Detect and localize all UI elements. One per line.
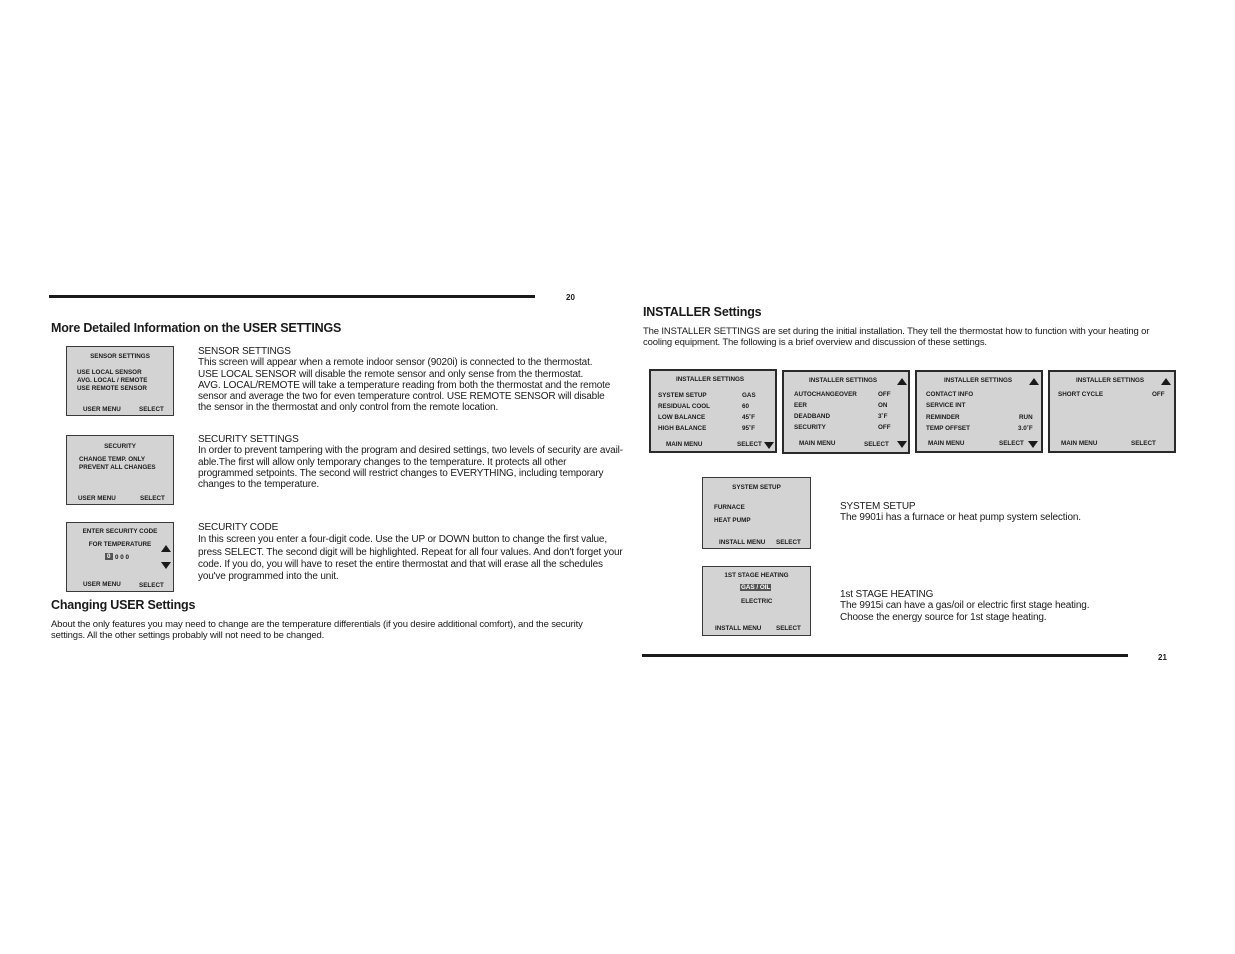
setting-value: OFF <box>1152 391 1165 398</box>
up-arrow-icon <box>897 378 907 385</box>
screen-option: ELECTRIC <box>741 598 773 605</box>
installer-settings-heading: INSTALLER Settings <box>643 305 762 319</box>
page-number-20: 20 <box>566 293 575 302</box>
setting-name: SHORT CYCLE <box>1058 391 1104 398</box>
text-line: press SELECT. The second digit will be highlighted. Repeat for all four values. And don't forget your <box>198 546 623 558</box>
screen-select-label: SELECT <box>776 539 801 546</box>
installer-intro-text <box>643 326 1149 348</box>
section-title: SECURITY SETTINGS <box>198 434 299 445</box>
screen-select-label: SELECT <box>776 625 801 632</box>
down-arrow-icon <box>161 562 171 569</box>
setting-value: OFF <box>878 391 891 398</box>
setting-name: DEADBAND <box>794 413 831 420</box>
screen-select-label: SELECT <box>864 441 889 448</box>
setting-name: AUTOCHANGEOVER <box>794 391 857 398</box>
screen-select-label: SELECT <box>139 406 164 413</box>
screen-option: AVG. LOCAL / REMOTE <box>77 377 148 384</box>
text-line: programmed setpoints. The second will restrict changes to EVERYTHING, including temporary <box>198 467 604 479</box>
text-line: The INSTALLER SETTINGS are set during the initial installation. They tell the thermostat how to function with your heating or <box>643 326 1150 337</box>
security-code-text <box>198 522 623 583</box>
setting-name: LOW BALANCE <box>658 414 706 421</box>
text-line: cooling equipment. The following is a brief overview and discussion of these settings. <box>643 337 987 348</box>
screen-menu-label: MAIN MENU <box>1061 440 1098 447</box>
screen-select-label: SELECT <box>1131 440 1156 447</box>
screen-select-label: SELECT <box>999 440 1024 447</box>
setting-name: SYSTEM SETUP <box>658 392 707 399</box>
text-line: In this screen you enter a four-digit code. Use the UP or DOWN button to change the first value, <box>198 534 607 546</box>
setting-value: 60 <box>742 403 750 410</box>
text-line: The 9915i can have a gas/oil or electric first stage heating. <box>840 600 1090 612</box>
screen-menu-label: MAIN MENU <box>928 440 965 447</box>
remaining-digits: 0 0 0 <box>115 554 130 561</box>
text-line: The 9901i has a furnace or heat pump system selection. <box>840 512 1081 524</box>
changing-user-settings-text <box>51 619 583 641</box>
system-setup-screen <box>702 477 811 549</box>
screen-option: PREVENT ALL CHANGES <box>79 464 156 471</box>
screen-menu-label: USER MENU <box>83 406 121 413</box>
stage-heating-screen <box>702 566 811 636</box>
section-title: SENSOR SETTINGS <box>198 346 291 357</box>
up-arrow-icon <box>1029 378 1039 385</box>
screen-menu-label: MAIN MENU <box>666 441 703 448</box>
screen-menu-label: USER MENU <box>83 581 121 588</box>
setting-value: GAS <box>742 392 756 399</box>
security-code-screen <box>66 522 174 592</box>
setting-value: 3˚F <box>878 413 888 420</box>
screen-option: USE REMOTE SENSOR <box>77 385 147 392</box>
screen-title: SECURITY <box>104 443 136 450</box>
screen-select-label: SELECT <box>737 441 762 448</box>
screen-option: CHANGE TEMP. ONLY <box>79 456 146 463</box>
text-line: able.The first will allow only temporary changes to the temperature. It protects all other <box>198 456 567 468</box>
security-settings-text <box>198 434 623 490</box>
selected-digit: 0 <box>107 553 111 560</box>
screen-option: HEAT PUMP <box>714 517 751 524</box>
setting-value: 45˚F <box>742 414 755 421</box>
screen-menu-label: MAIN MENU <box>799 440 836 447</box>
setting-name: SECURITY <box>794 424 826 431</box>
top-rule-left <box>49 295 535 298</box>
screen-menu-label: INSTALL MENU <box>715 625 762 632</box>
text-line: AVG. LOCAL/REMOTE will take a temperature reading from both the thermostat and the remote <box>198 379 611 391</box>
security-screen <box>66 435 174 505</box>
setting-name: TEMP OFFSET <box>926 425 970 432</box>
text-line: This screen will appear when a remote indoor sensor (9020i) is connected to the thermostat. <box>198 357 593 369</box>
changing-user-settings-heading: Changing USER Settings <box>51 598 196 612</box>
screen-title: ENTER SECURITY CODE <box>82 528 158 535</box>
down-arrow-icon <box>1028 441 1038 448</box>
screen-menu-label: USER MENU <box>78 495 116 502</box>
screen-subtitle: FOR TEMPERATURE <box>88 541 152 548</box>
text-line: sensor and average the two for even temperature control. USE REMOTE SENSOR will disable <box>198 391 605 403</box>
text-line: changes to the temperature. <box>198 479 320 491</box>
setting-value: ON <box>878 402 888 409</box>
screen-option: FURNACE <box>714 504 745 511</box>
up-arrow-icon <box>161 545 171 552</box>
screen-title: 1ST STAGE HEATING <box>724 572 789 579</box>
sensor-settings-screen <box>66 346 174 416</box>
screen-title: INSTALLER SETTINGS <box>944 377 1013 384</box>
screen-title: INSTALLER SETTINGS <box>676 376 745 383</box>
down-arrow-icon <box>897 441 907 448</box>
text-line: USE LOCAL SENSOR will disable the remote sensor and only sense from the thermostat. <box>198 368 584 380</box>
setting-value: 3.0˚F <box>1018 425 1033 432</box>
selected-option: GAS / OIL <box>741 584 771 591</box>
setting-name: EER <box>794 402 807 409</box>
screen-title: SENSOR SETTINGS <box>90 353 150 360</box>
text-line: About the only features you may need to change are the temperature differentials (if you desire additional comfort), and the security <box>51 619 583 630</box>
installer-settings-screen-1 <box>649 369 777 453</box>
section-title: SYSTEM SETUP <box>840 501 916 512</box>
installer-settings-screen-2 <box>782 370 910 454</box>
screen-select-label: SELECT <box>140 495 165 502</box>
section-title: SECURITY CODE <box>198 522 279 533</box>
screen-menu-label: INSTALL MENU <box>719 539 766 546</box>
bottom-rule-right <box>642 654 1128 657</box>
screen-title: SYSTEM SETUP <box>732 484 781 491</box>
text-line: settings. All the other settings probably will not need to be changed. <box>51 630 325 641</box>
text-line: code. If you do, you will have to reset the entire thermostat and that will erase all the schedules <box>198 558 603 570</box>
text-line: In order to prevent tampering with the program and desired settings, two levels of security are avail- <box>198 445 623 457</box>
page-number-21: 21 <box>1158 653 1167 662</box>
setting-name: RESIDUAL COOL <box>658 403 711 410</box>
setting-name: CONTACT INFO <box>926 391 974 398</box>
user-settings-heading: More Detailed Information on the USER SETTINGS <box>51 321 342 335</box>
installer-settings-screen-4 <box>1048 370 1176 453</box>
stage-heating-text <box>840 589 1089 623</box>
setting-name: SERVICE INT <box>926 402 966 409</box>
system-setup-text <box>840 501 1081 524</box>
installer-settings-screen-3 <box>915 370 1043 453</box>
text-line: Choose the energy source for 1st stage heating. <box>840 611 1047 623</box>
setting-name: REMINDER <box>926 414 960 421</box>
screen-option: USE LOCAL SENSOR <box>77 369 142 376</box>
screen-title: INSTALLER SETTINGS <box>809 377 878 384</box>
setting-value: RUN <box>1019 414 1033 421</box>
up-arrow-icon <box>1161 378 1171 385</box>
down-arrow-icon <box>764 442 774 449</box>
setting-name: HIGH BALANCE <box>658 425 707 432</box>
setting-value: 95˚F <box>742 425 755 432</box>
text-line: you've programmed into the unit. <box>198 571 339 583</box>
screen-title: INSTALLER SETTINGS <box>1076 377 1145 384</box>
setting-value: OFF <box>878 424 891 431</box>
screen-select-label: SELECT <box>139 582 164 589</box>
section-title: 1st STAGE HEATING <box>840 589 934 600</box>
sensor-settings-text <box>198 346 610 414</box>
text-line: the sensor in the thermostat and only control from the remote location. <box>198 402 499 414</box>
